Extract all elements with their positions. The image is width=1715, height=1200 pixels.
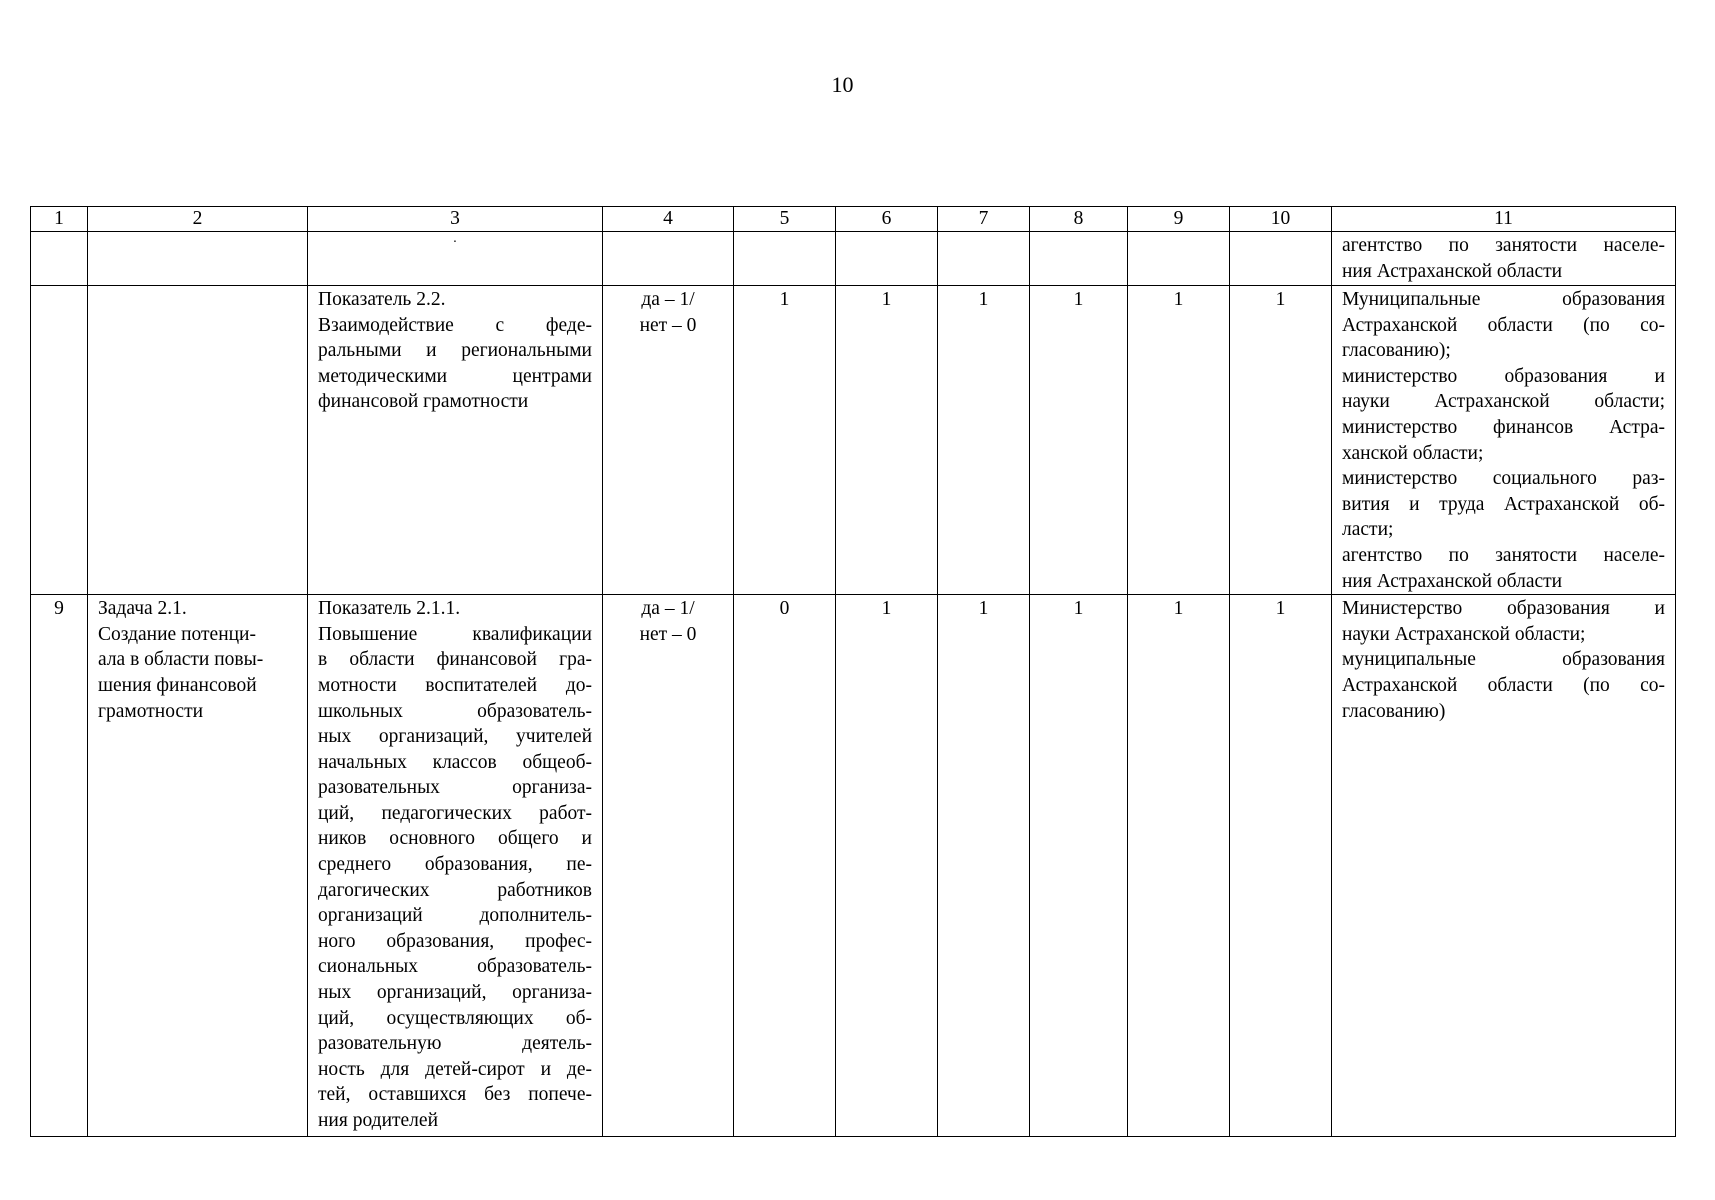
text-line: шения финансовой (98, 674, 257, 696)
text-line: гласованию); (1342, 340, 1451, 362)
value-cell: 1 (1030, 595, 1128, 1137)
table-row (31, 595, 1676, 1137)
text-line: мотности воспитателей до- (318, 674, 592, 696)
header-cell: 5 (734, 207, 836, 232)
text-line: ций, педагогических работ- (318, 802, 592, 824)
header-cell: 2 (88, 207, 308, 232)
text-line: министерство социального раз- (1342, 468, 1665, 490)
responsible-cell (1332, 595, 1676, 1137)
text-line: Муниципальные образования (1342, 289, 1665, 310)
text-line: науки Астраханской области; (1342, 623, 1586, 645)
unit-cell (603, 232, 734, 286)
row-number-cell (31, 232, 88, 286)
header-cell: 4 (603, 207, 734, 232)
text-line: ала в области повы- (98, 649, 264, 671)
text-line: начальных классов общеоб- (318, 751, 592, 773)
text-line: ния родителей (318, 1110, 439, 1131)
text-line: в области финансовой гра- (318, 649, 592, 671)
unit-cell (603, 595, 734, 1137)
text-line: Министерство образования и (1342, 598, 1665, 620)
table-header-row (31, 207, 1676, 232)
text-line: да – 1/ (641, 598, 695, 620)
text-line: нет – 0 (639, 314, 697, 336)
text-line: Повышение квалификации (318, 623, 592, 645)
value-cell (836, 232, 938, 286)
indicator-cell (308, 595, 603, 1137)
text-line: школьных образователь- (318, 700, 592, 722)
text-line: ников основного общего и (318, 828, 592, 850)
text-line: науки Астраханской области; (1342, 391, 1665, 413)
text-line: министерство образования и (1342, 365, 1665, 387)
text-line: ханской области; (1342, 442, 1484, 464)
row-number-cell: 9 (31, 595, 88, 1137)
value-cell: 1 (938, 595, 1030, 1137)
text-line: Астраханской области (по со- (1342, 314, 1665, 336)
value-cell: 1 (1128, 595, 1230, 1137)
responsible-cell (1332, 232, 1676, 286)
text-line: ральными и региональными (318, 340, 592, 362)
text-line: агентство по занятости населе- (1342, 544, 1665, 566)
header-cell: 1 (31, 207, 88, 232)
task-cell (88, 595, 308, 1137)
text-line: Создание потенци- (98, 623, 256, 645)
value-cell: 1 (1128, 286, 1230, 595)
text-line: да – 1/ (641, 289, 695, 310)
indicator-cell (308, 232, 603, 286)
text-line: грамотности (98, 700, 204, 722)
table-row (31, 232, 1676, 286)
value-cell (1128, 232, 1230, 286)
text-line: ций, осуществляющих об- (318, 1007, 592, 1029)
header-cell: 10 (1230, 207, 1332, 232)
text-line: ность для детей-сирот и де- (318, 1058, 592, 1080)
text-line: финансовой грамотности (318, 391, 529, 413)
text-line: муниципальные образования (1342, 649, 1665, 671)
text-line: организаций дополнитель- (318, 905, 592, 927)
text-line: министерство финансов Астра- (1342, 416, 1665, 438)
text-line: разовательную деятель- (318, 1033, 592, 1055)
value-cell: 1 (836, 286, 938, 595)
text-line: среднего образования, пе- (318, 854, 592, 876)
text-line: методическими центрами (318, 365, 592, 387)
text-line: нет – 0 (639, 623, 697, 645)
value-cell: 1 (938, 286, 1030, 595)
value-cell (1230, 232, 1332, 286)
text-line: ных организаций, учителей (318, 726, 592, 748)
header-cell: 8 (1030, 207, 1128, 232)
indicator-cell (308, 286, 603, 595)
text-line: Задача 2.1. (98, 598, 187, 620)
table-row (31, 286, 1676, 595)
value-cell: 1 (734, 286, 836, 595)
text-line: Показатель 2.2. (318, 289, 446, 310)
header-cell: 11 (1332, 207, 1676, 232)
text-line: вития и труда Астраханской об- (1342, 493, 1665, 515)
text-line: ласти; (1342, 519, 1394, 541)
value-cell (938, 232, 1030, 286)
header-cell: 6 (836, 207, 938, 232)
value-cell (734, 232, 836, 286)
task-cell (88, 286, 308, 595)
text-line: гласованию) (1342, 700, 1446, 722)
value-cell: 1 (1230, 595, 1332, 1137)
text-line: Астраханской области (по со- (1342, 674, 1665, 696)
header-cell: 3 (308, 207, 603, 232)
value-cell: 0 (734, 595, 836, 1137)
value-cell: 1 (836, 595, 938, 1137)
value-cell: 1 (1230, 286, 1332, 595)
text-line: ных организаций, организа- (318, 982, 592, 1004)
page-number: 10 (831, 72, 854, 97)
text-line: разовательных организа- (318, 777, 592, 799)
text-line: Взаимодействие с феде- (318, 314, 592, 336)
row-number-cell (31, 286, 88, 595)
text-line: агентство по занятости населе- (1342, 235, 1665, 256)
task-cell (88, 232, 308, 286)
value-cell: 1 (1030, 286, 1128, 595)
text-line: ного образования, профес- (318, 930, 592, 952)
unit-cell (603, 286, 734, 595)
text-line: ния Астраханской области (1342, 260, 1563, 282)
value-cell (1030, 232, 1128, 286)
text-line: дагогических работников (318, 879, 592, 901)
stray-mark: · (452, 235, 458, 250)
text-line: тей, оставшихся без попече- (318, 1084, 592, 1106)
text-line: Показатель 2.1.1. (318, 598, 461, 620)
header-cell: 7 (938, 207, 1030, 232)
header-cell: 9 (1128, 207, 1230, 232)
indicators-table (30, 206, 1676, 1137)
text-line: ния Астраханской области (1342, 570, 1563, 592)
responsible-cell (1332, 286, 1676, 595)
text-line: сиональных образователь- (318, 956, 592, 978)
